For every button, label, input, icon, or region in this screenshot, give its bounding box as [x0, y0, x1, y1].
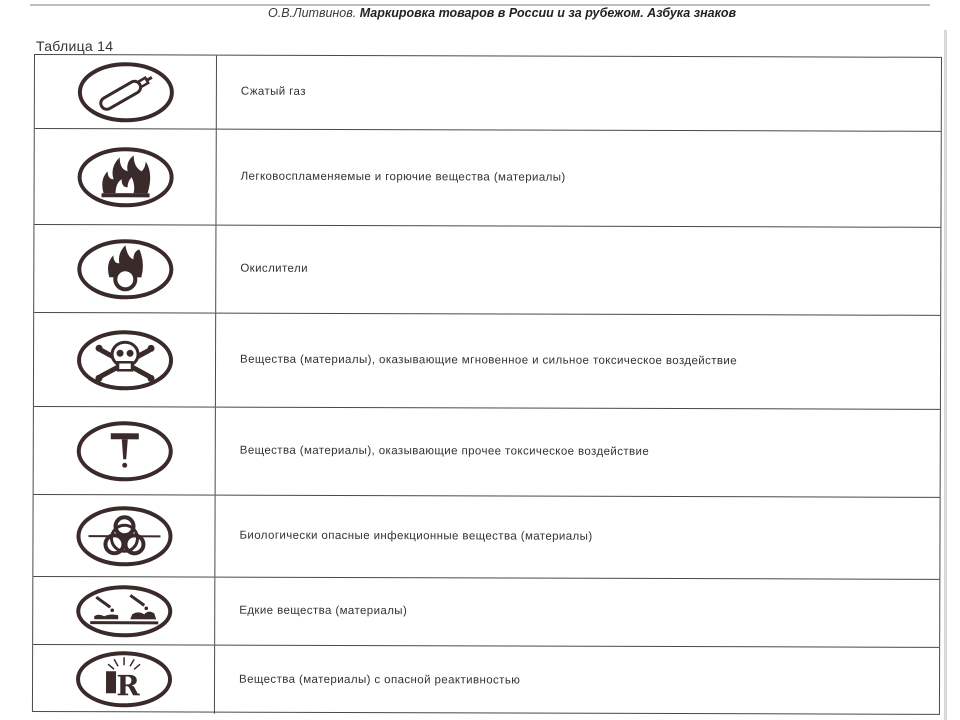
table-row: [34, 129, 940, 228]
svg-text:R: R: [115, 669, 140, 703]
row-text: Легковоспламеняемые и горючие вещества (материалы): [240, 170, 566, 184]
toxic-t-icon: [74, 419, 174, 483]
table-row: [35, 55, 941, 132]
row-text: Вещества (материалы) с опасной реактивностью: [239, 673, 521, 687]
icon-cell: [34, 225, 216, 313]
flammable-icon: [75, 145, 175, 209]
biohazard-icon: [74, 504, 174, 568]
icon-cell: [34, 407, 216, 495]
table-label: Таблица 14: [36, 38, 114, 54]
icon-cell: [35, 55, 217, 129]
reactive-icon: [73, 649, 173, 709]
icon-cell: [33, 577, 215, 645]
icon-cell: [34, 129, 216, 225]
header-book-title: Маркировка товаров в России и за рубежом. Азбука знаков: [359, 6, 737, 20]
table-row: [33, 645, 939, 716]
table-row: [33, 577, 939, 648]
row-text: Биологически опасные инфекционные вещества (материалы): [239, 529, 593, 543]
table-row: [34, 407, 940, 498]
oxidizer-icon: [75, 237, 175, 301]
icon-cell: [33, 495, 215, 577]
icon-cell: [33, 645, 215, 714]
running-header: [268, 6, 930, 20]
table-row: [33, 495, 939, 580]
compressed-gas-icon: [75, 60, 175, 124]
table-row: [34, 225, 940, 316]
row-text: Сжатый газ: [240, 85, 306, 98]
row-text: Едкие вещества (материалы): [239, 604, 408, 618]
skull-crossbones-icon: [74, 328, 174, 392]
header-author: О.В.Литвинов.: [268, 6, 357, 20]
row-text: Вещества (материалы), оказывающие прочее токсическое воздействие: [239, 444, 650, 458]
hazard-table: [32, 54, 942, 715]
icon-cell: [34, 313, 216, 407]
page-edge-shadow: [944, 30, 947, 720]
row-text: Вещества (материалы), оказывающие мгновенное и сильное токсическое воздействие: [240, 353, 738, 368]
row-text: Окислители: [240, 262, 308, 275]
corrosive-icon: [74, 583, 174, 639]
table-row: [34, 313, 940, 410]
